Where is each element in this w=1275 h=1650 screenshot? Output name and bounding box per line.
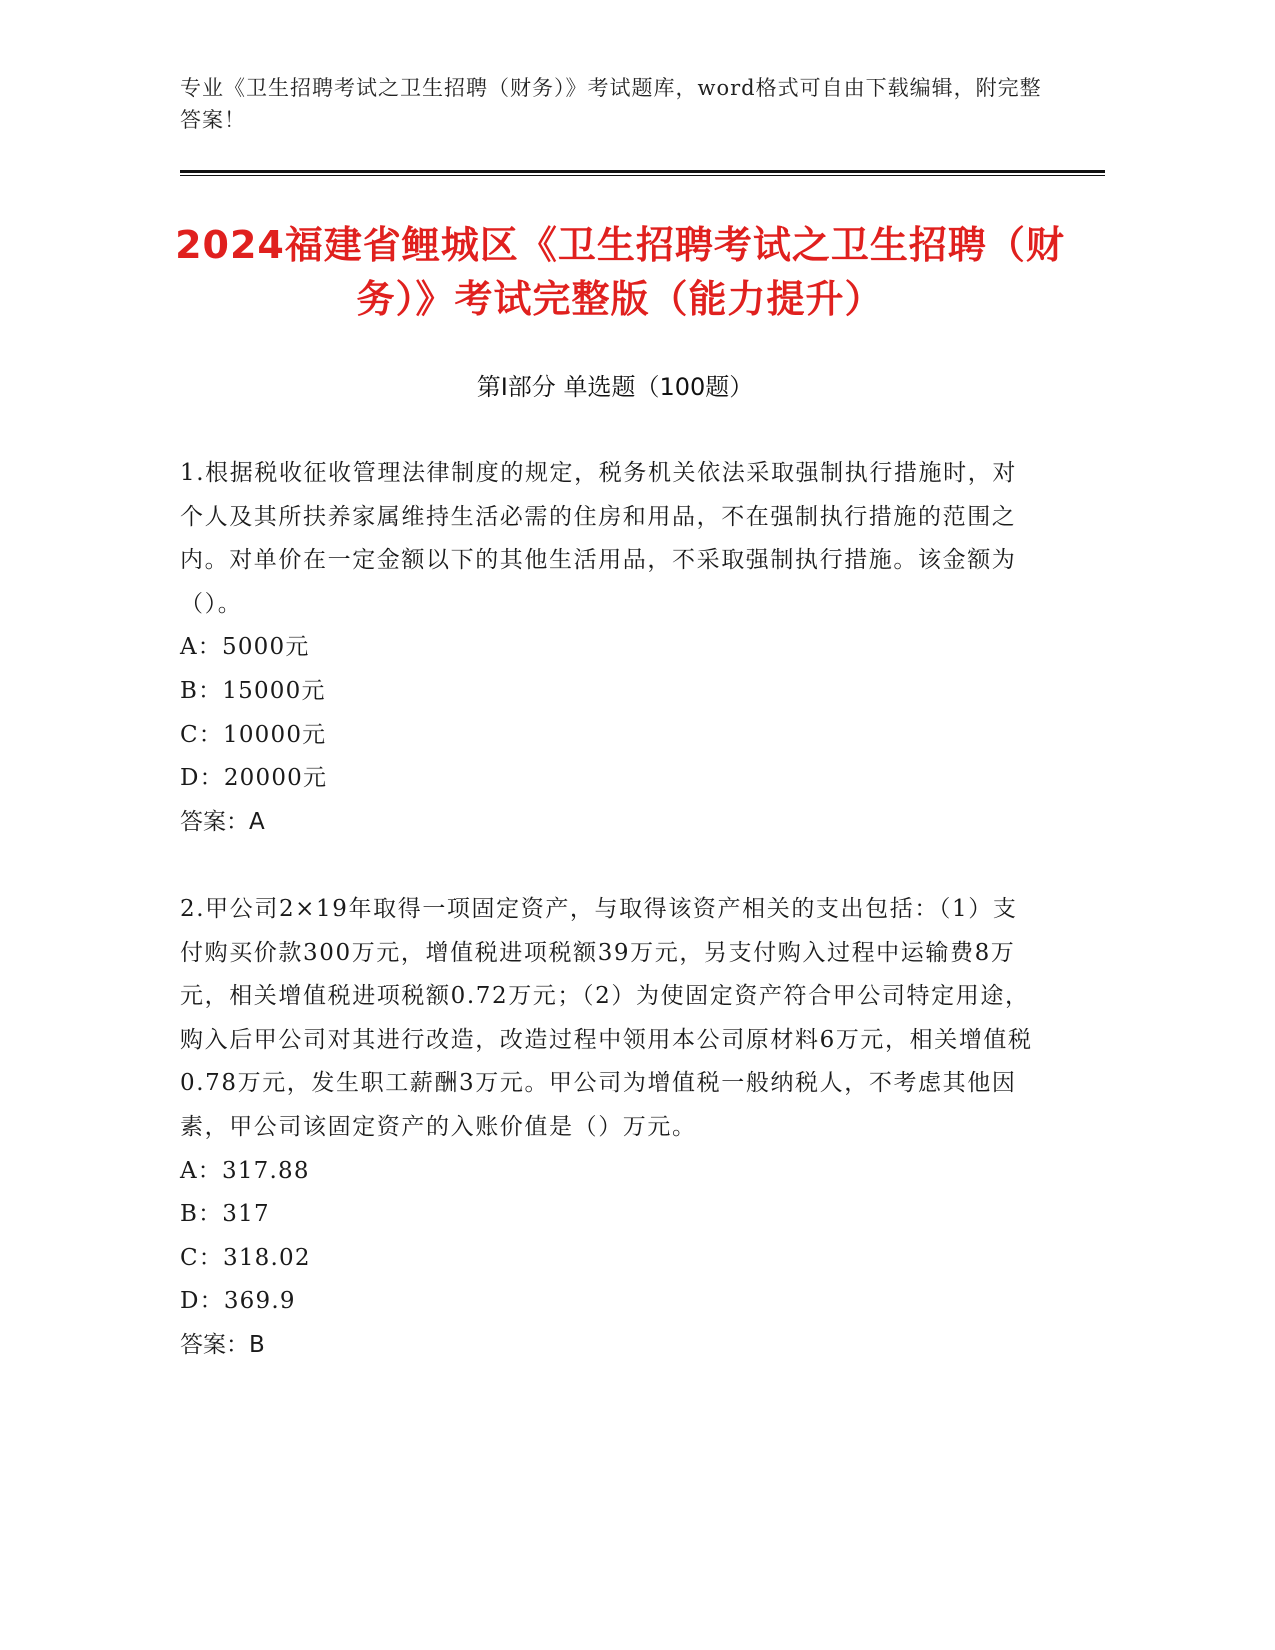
option-b: B：317 [180,1201,270,1228]
option-a: A：5000元 [180,634,310,661]
option-d: D：20000元 [180,765,328,792]
document-title: 2024福建省鲤城区《卫生招聘考试之卫生招聘（财务）》考试完整版（能力提升） [175,223,1065,321]
question-2 [180,888,1040,1368]
question-stem: 2.甲公司2×19年取得一项固定资产，与取得该资产相关的支出包括：（1）支付购买价款300万元，增值税进项税额39万元，另支付购入过程中运输费8万元，相关增值税进项税额0.72万元；（2）为使固定资产符合甲公司特定用途，购入后甲公司对其进行改造，改造过程中领用本公司原材料6万元，相关增值税0.78万元，发生职工薪酬3万元。甲公司为增值税一般纳税人，不考虑其他因素，甲公司该固定资产的入账价值是（）万元。 [180,896,1033,1140]
answer: 答案：A [180,808,265,835]
section-title: 第Ⅰ部分 单选题（100题） [476,373,754,401]
option-a: A：317.88 [180,1157,310,1184]
option-c: C：318.02 [180,1244,311,1271]
header-note: 专业《卫生招聘考试之卫生招聘（财务）》考试题库，word格式可自由下载编辑，附完整答案！ [180,76,1042,132]
answer: 答案：B [180,1331,265,1358]
question-1 [180,452,1040,844]
option-c: C：10000元 [180,721,327,748]
header-divider [180,170,1105,176]
option-b: B：15000元 [180,677,326,704]
option-d: D：369.9 [180,1288,296,1315]
question-stem: 1.根据税收征收管理法律制度的规定，税务机关依法采取强制执行措施时，对个人及其所扶养家属维持生活必需的住房和用品，不在强制执行措施的范围之内。对单价在一定金额以下的其他生活用品，不采取强制执行措施。该金额为（）。 [180,460,1017,617]
